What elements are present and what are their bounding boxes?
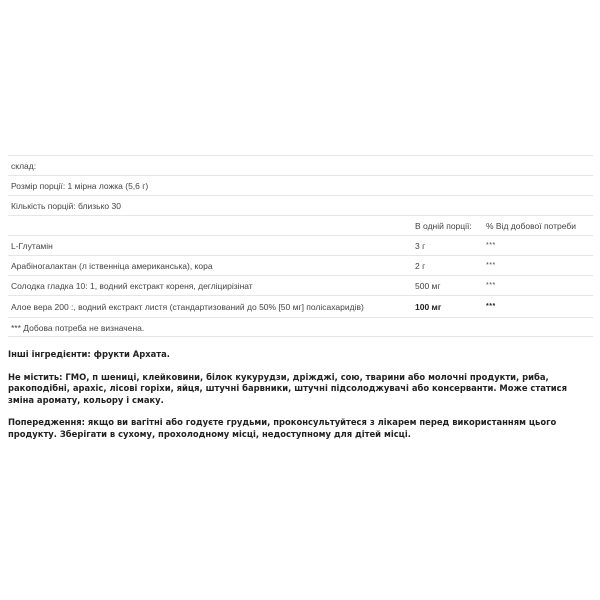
ingredient-dv: *** xyxy=(486,282,496,289)
ingredient-amount: 500 мг xyxy=(415,281,441,291)
ingredient-amount: 100 мг xyxy=(415,302,442,312)
table-row xyxy=(8,295,593,317)
facts-title-row xyxy=(8,155,593,175)
facts-title: склад: xyxy=(11,161,37,171)
other-ingredients: Інші інгредієнти: фрукти Архата. xyxy=(8,349,170,359)
table-header-row xyxy=(8,215,593,235)
product-notes xyxy=(8,349,593,451)
table-row xyxy=(8,255,593,275)
table-row xyxy=(8,235,593,255)
ingredient-name: L-Глутамін xyxy=(11,241,53,251)
footnote: *** Добова потреба не визначена. xyxy=(11,323,145,333)
header-daily-value: % Від добової потреби xyxy=(486,221,576,231)
table-row xyxy=(8,275,593,295)
footnote-row xyxy=(8,317,593,337)
does-not-contain: Не містить: ГМО, п шениці, клейковини, білок кукурудзи, дріжджі, сою, тварини або молочні продукти, риба, ракоподібні, арахіс, лісові горіхи, яйця, штучні барвники, штучні підсолоджувачі або консерванти. Може статися зміна аромату, кольору і смаку. xyxy=(8,371,567,405)
ingredient-name: Алое вера 200 :, водний екстракт листя (стандартизований до 50% [50 мг] полісахаридів) xyxy=(11,302,364,312)
ingredient-dv: *** xyxy=(486,303,496,310)
ingredient-name: Солодка гладка 10: 1, водний екстракт кореня, дегліцирізінат xyxy=(11,281,253,291)
warning: Попередження: якщо ви вагітні або годуєте грудьми, проконсультуйтеся з лікарем перед використанням цього продукту. Зберігати в сухому, прохолодному місці, недоступному для дітей місці. xyxy=(8,417,557,439)
header-amount: В одній порції: xyxy=(415,221,472,231)
ingredient-amount: 3 г xyxy=(415,241,426,251)
ingredient-amount: 2 г xyxy=(415,261,426,271)
serving-size: Розмір порції: 1 мірна ложка (5,6 г) xyxy=(11,181,149,191)
supplement-facts-table xyxy=(8,155,593,337)
header-ingredient xyxy=(8,216,415,235)
ingredient-name: Арабіногалактан (л іственніца американська), кора xyxy=(11,261,213,271)
ingredient-dv: *** xyxy=(486,262,496,269)
ingredient-dv: *** xyxy=(486,242,496,249)
serving-size-row xyxy=(8,175,593,195)
servings-per-container-row xyxy=(8,195,593,215)
servings-per-container: Кількість порцій: близько 30 xyxy=(11,201,121,211)
